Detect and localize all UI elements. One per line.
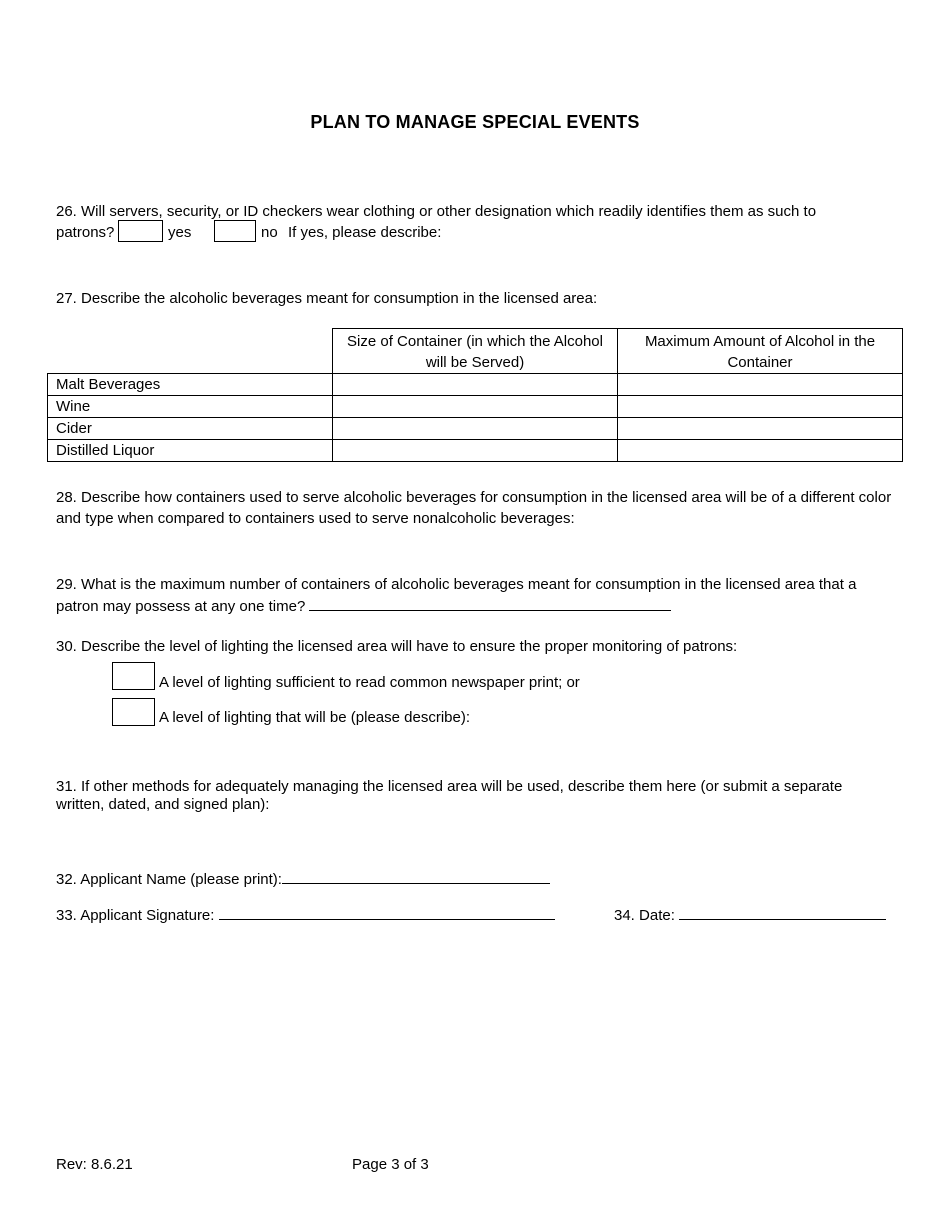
applicant-signature-field[interactable] (219, 904, 555, 920)
malt-max-alcohol-cell[interactable] (618, 374, 903, 396)
liquor-container-size-cell[interactable] (333, 440, 618, 462)
page-number: Page 3 of 3 (352, 1156, 429, 1173)
column-header-container-size: Size of Container (in which the Alcohol will be Served) (333, 329, 618, 374)
question-29 (56, 574, 916, 617)
table-row (48, 396, 903, 418)
question-28: 28. Describe how containers used to serve alcoholic beverages for consumption in the licensed area will be of a different color and type when compared to containers used to serve nonalcoholic beverages: (56, 489, 892, 527)
revision-label: Rev: 8.6.21 (56, 1156, 133, 1173)
yes-label: yes (168, 224, 192, 241)
row-label-cider: Cider (48, 418, 333, 440)
applicant-name-field[interactable] (282, 868, 550, 884)
row-label-wine: Wine (48, 396, 333, 418)
applicant-signature-label: 33. Applicant Signature: (56, 907, 215, 924)
page-title: PLAN TO MANAGE SPECIAL EVENTS (310, 112, 640, 132)
yes-checkbox[interactable] (118, 220, 163, 242)
question-26 (56, 201, 896, 243)
row-label-distilled-liquor: Distilled Liquor (48, 440, 333, 462)
table-header-row (48, 329, 903, 374)
table-row (48, 440, 903, 462)
question-33 (56, 904, 555, 926)
question-30: 30. Describe the level of lighting the licensed area will have to ensure the proper monitoring of patrons: (56, 638, 738, 655)
question-29-line1: 29. What is the maximum number of containers of alcoholic beverages meant for consumption in the licensed area that a (56, 576, 857, 593)
lighting-option-2: A level of lighting that will be (please describe): (159, 709, 471, 726)
cider-container-size-cell[interactable] (333, 418, 618, 440)
column-header-max-alcohol: Maximum Amount of Alcohol in the Container (618, 329, 903, 374)
wine-max-alcohol-cell[interactable] (618, 396, 903, 418)
date-label: 34. Date: (614, 907, 675, 924)
table-corner-cell (48, 329, 333, 374)
question-26-prefix: patrons? (56, 224, 115, 241)
question-31: 31. If other methods for adequately managing the licensed area will be used, describe them here (or submit a separate written, dated, and signed plan): (56, 778, 843, 813)
no-checkbox[interactable] (214, 220, 256, 242)
question-29-line2: patron may possess at any one time? (56, 598, 306, 615)
row-label-malt-beverages: Malt Beverages (48, 374, 333, 396)
table-row (48, 418, 903, 440)
no-label: no (261, 224, 278, 241)
date-field[interactable] (679, 904, 886, 920)
question-32 (56, 868, 550, 890)
lighting-option-1: A level of lighting sufficient to read common newspaper print; or (159, 674, 580, 691)
lighting-describe-checkbox[interactable] (112, 698, 155, 726)
question-27: 27. Describe the alcoholic beverages meant for consumption in the licensed area: (56, 290, 598, 307)
question-26-line1: 26. Will servers, security, or ID checkers wear clothing or other designation which readily identifies them as such to (56, 203, 817, 220)
liquor-max-alcohol-cell[interactable] (618, 440, 903, 462)
applicant-name-label: 32. Applicant Name (please print): (56, 871, 282, 888)
malt-container-size-cell[interactable] (333, 374, 618, 396)
max-containers-field[interactable] (309, 595, 671, 611)
wine-container-size-cell[interactable] (333, 396, 618, 418)
question-34 (614, 904, 886, 926)
table-row (48, 374, 903, 396)
cider-max-alcohol-cell[interactable] (618, 418, 903, 440)
lighting-newspaper-checkbox[interactable] (112, 662, 155, 690)
question-26-suffix: If yes, please describe: (288, 224, 442, 241)
beverage-table (47, 328, 903, 462)
